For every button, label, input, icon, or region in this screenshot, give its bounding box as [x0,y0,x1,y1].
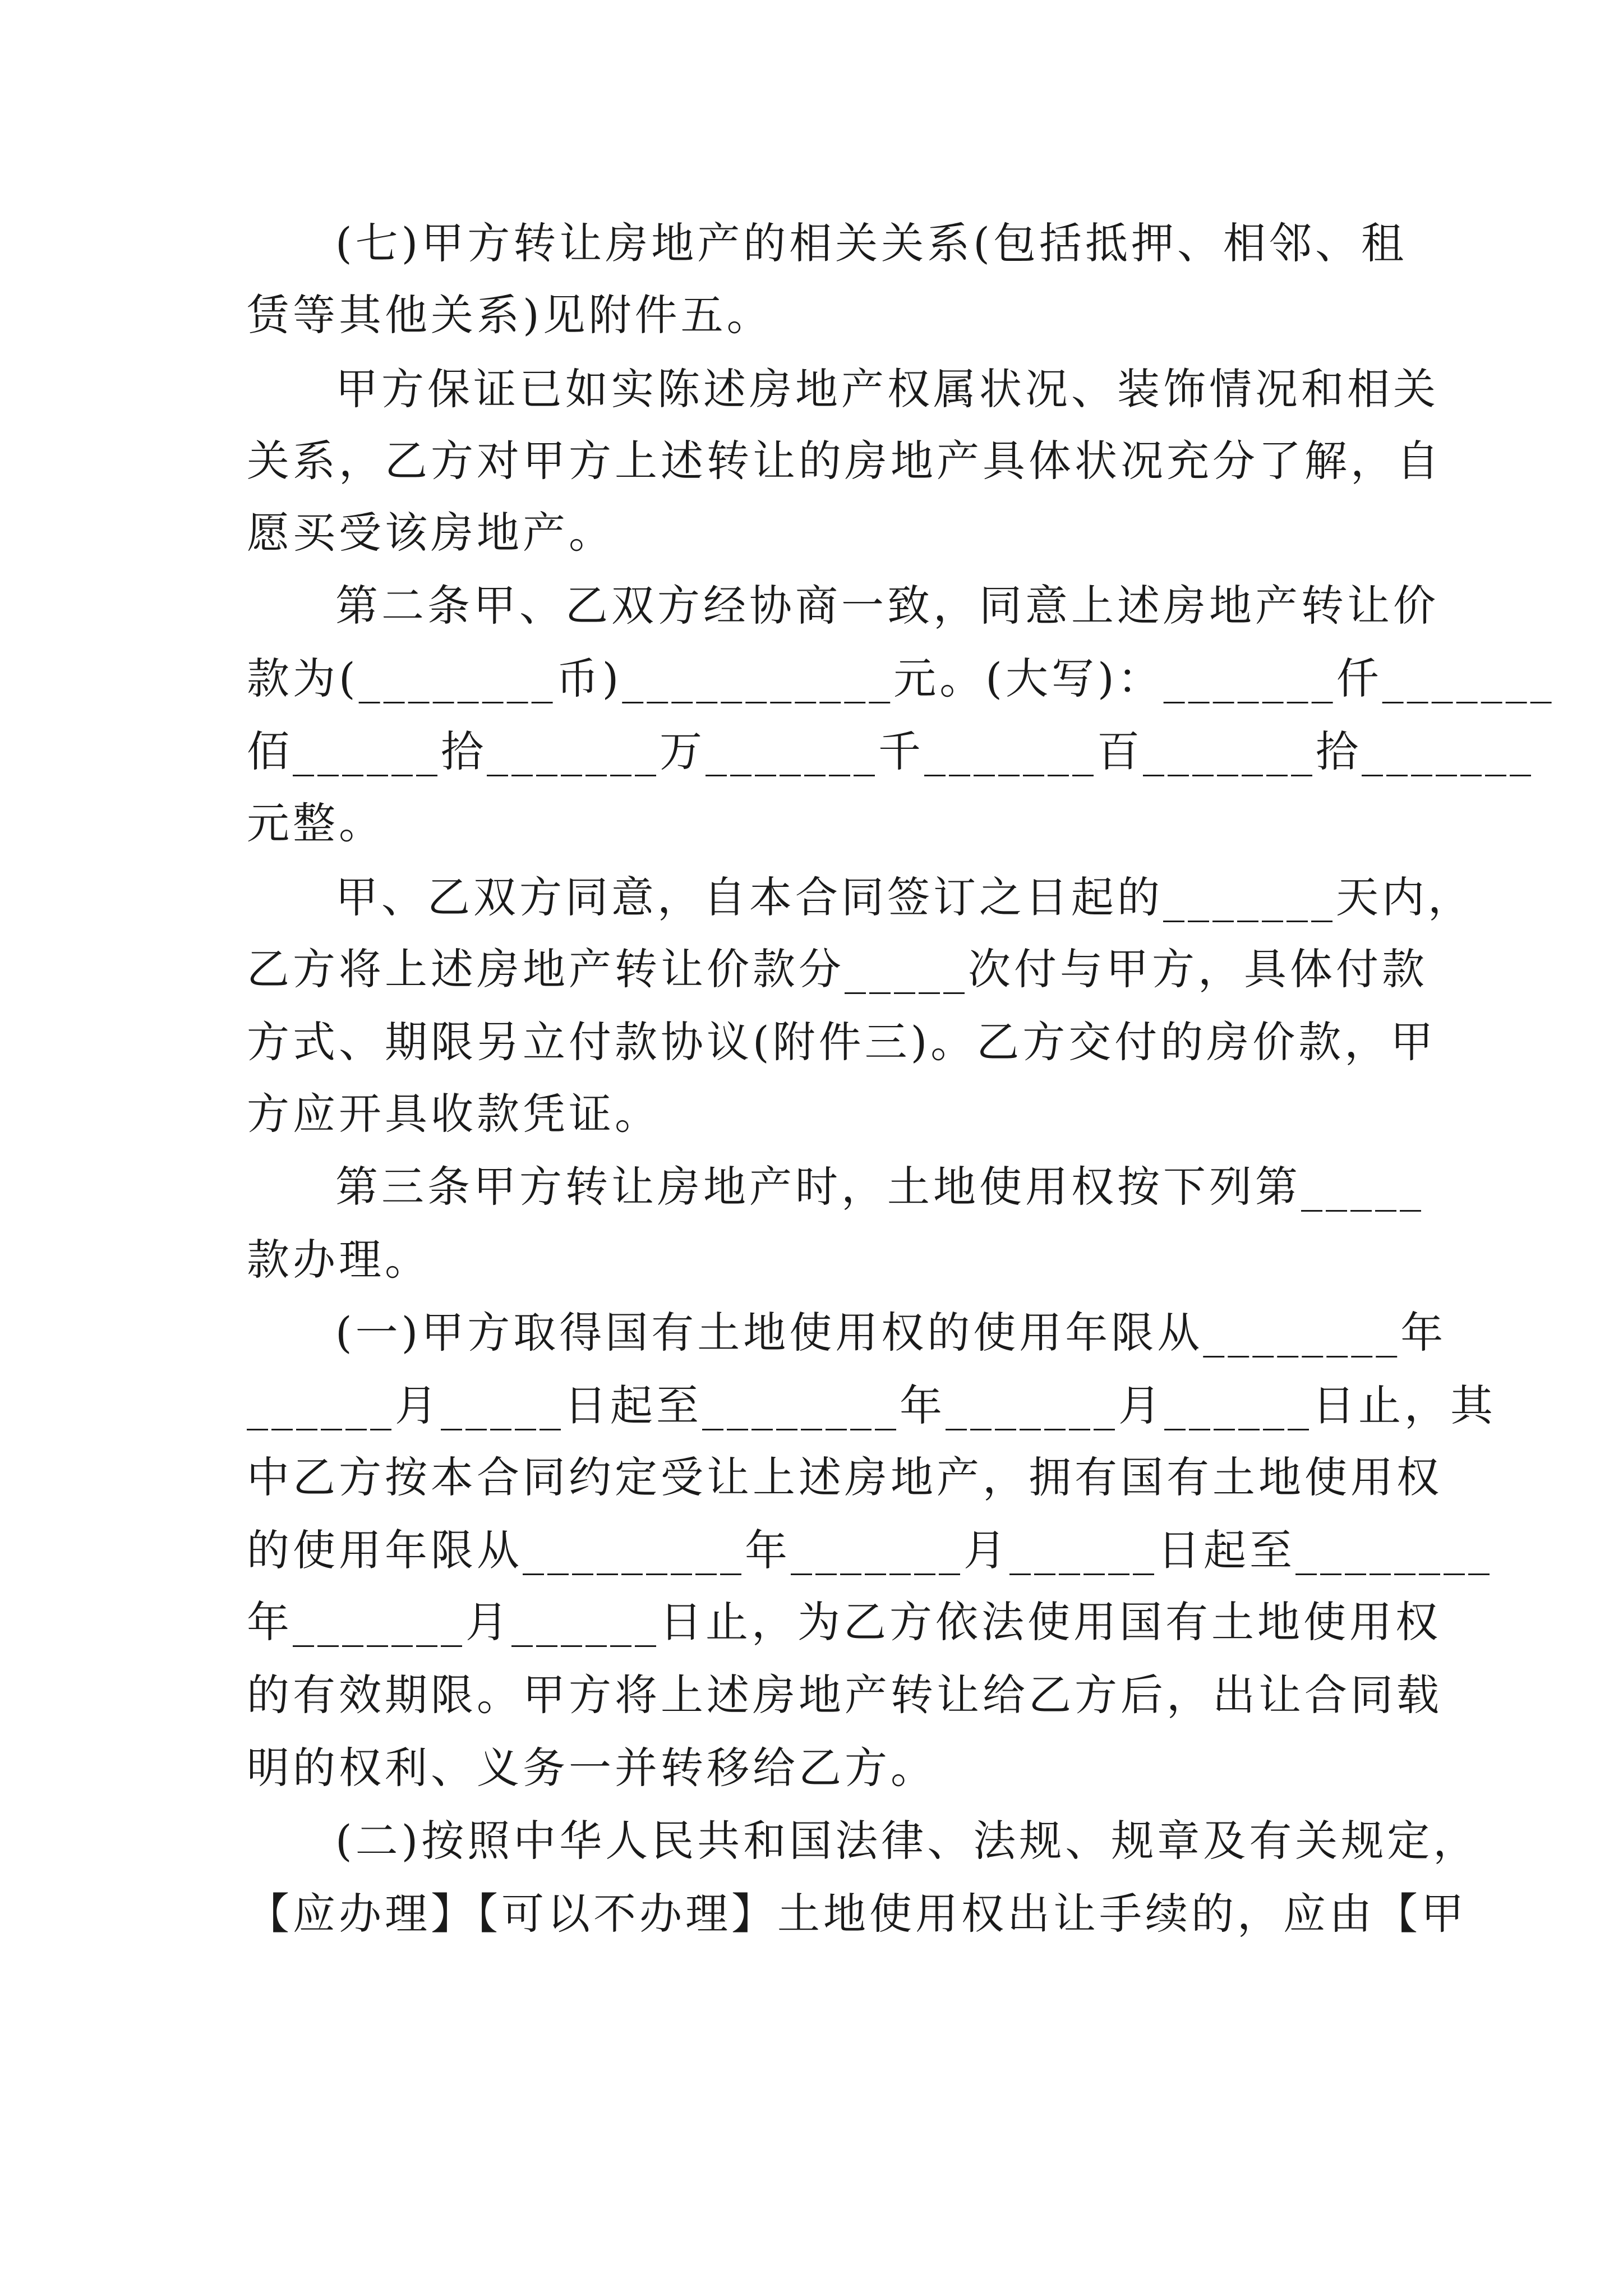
paragraph-line [335,867,1474,928]
line-text: 赁等其他关系)见附件五。 [247,290,773,340]
line-text: 愿买受该房地产。 [247,508,615,558]
line-text: 明的权利、义务一并转移给乙方。 [247,1743,937,1793]
line-text: 年_______月______日止，为乙方依法使用国有土地使用权 [247,1597,1441,1647]
paragraph-line [247,1737,1391,1799]
paragraph-line [247,1375,1496,1437]
line-text: ______月_____日起至________年_______月______日止，其 [247,1381,1496,1430]
paragraph-line [335,575,1439,637]
paragraph-line [247,430,1442,492]
paragraph-line [247,938,1428,1000]
line-text: 款为(________币)___________元。(大写)：_______仟_______ [247,654,1555,703]
line-text: 方式、期限另立付款协议(附件三)。乙方交付的房价款，甲 [247,1017,1437,1067]
paragraph-line [247,1664,1442,1726]
line-text: 的使用年限从_________年_______月______日起至________ [247,1525,1493,1575]
paragraph-line [247,648,1555,710]
line-text: 第二条甲、乙双方经协商一致，同意上述房地产转让价 [335,581,1439,631]
paragraph-line [335,358,1439,420]
paragraph-line [247,1447,1442,1508]
line-text: (二)按照中华人民共和国法律、法规、规章及有关规定， [335,1816,1479,1866]
line-text: 第三条甲方转让房地产时，土地使用权按下列第_____ [335,1162,1424,1212]
line-text: 关系，乙方对甲方上述转让的房地产具体状况充分了解，自 [247,436,1442,486]
line-text: 中乙方按本合同约定受让上述房地产，拥有国有土地使用权 [247,1452,1442,1502]
paragraph-line [247,1011,1437,1073]
line-text: 佰______拾_______万_______千_______百_______拾_______ [247,726,1534,776]
line-text: 的有效期限。甲方将上述房地产转让给乙方后，出让合同载 [247,1670,1442,1720]
paragraph-line [247,284,1391,346]
paragraph-line [247,1520,1493,1581]
line-text: 元整。 [247,798,385,848]
paragraph-line [335,1302,1447,1364]
paragraph-line [335,213,1407,274]
line-text: 乙方将上述房地产转让价款分_____次付与甲方，具体付款 [247,944,1428,994]
line-text: 甲、乙双方同意，自本合同签订之日起的_______天内， [335,872,1474,922]
paragraph-line [247,1883,1467,1945]
paragraph-line [247,1591,1441,1653]
paragraph-line [247,793,1391,854]
paragraph-line [335,1156,1424,1218]
line-text: 甲方保证已如实陈述房地产权属状况、装饰情况和相关 [335,364,1439,414]
paragraph-line [247,721,1534,783]
paragraph-line [247,1083,1391,1145]
line-text: 款办理。 [247,1235,431,1285]
line-text: (七)甲方转让房地产的相关关系(包括抵押、相邻、租 [335,218,1407,268]
line-text: (一)甲方取得国有土地使用权的使用年限从________年 [335,1308,1447,1358]
paragraph-line [335,1810,1479,1872]
line-text: 方应开具收款凭证。 [247,1089,661,1139]
paragraph-line [247,502,1391,564]
paragraph-line [247,1229,1391,1291]
line-text: 【应办理】【可以不办理】土地使用权出让手续的，应由【甲 [247,1889,1467,1939]
